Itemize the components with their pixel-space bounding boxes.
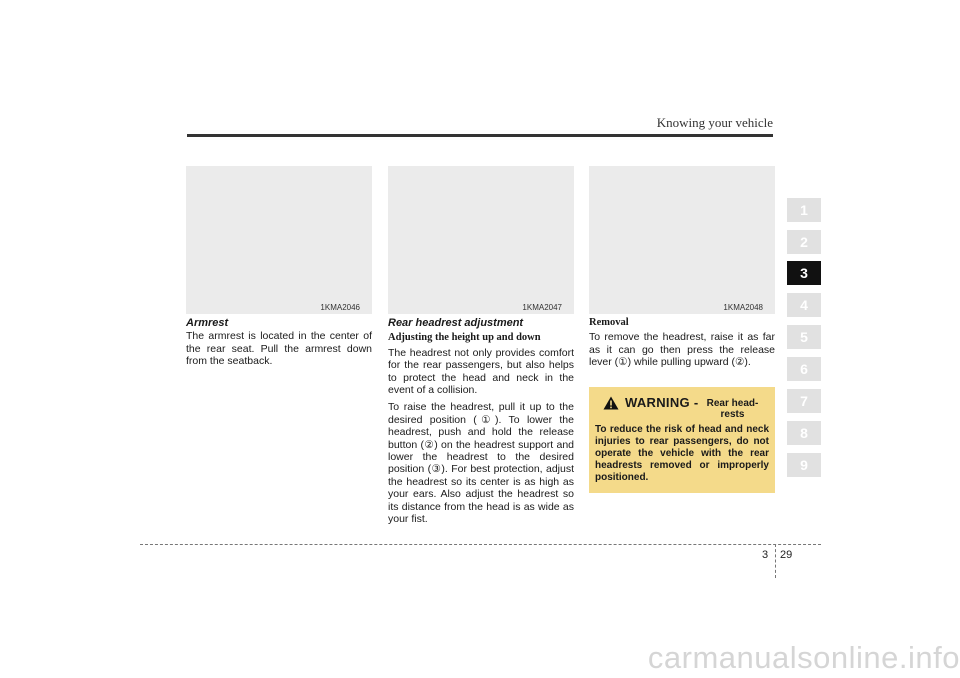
chapter-tab-6[interactable]: 6 bbox=[787, 357, 821, 381]
figure-code: 1KMA2046 bbox=[320, 303, 360, 312]
chapter-tab-9[interactable]: 9 bbox=[787, 453, 821, 477]
paragraph: To raise the headrest, pull it up to the desired position (①). To lower the headrest, push and hold the release button (②) on the headrest support and lower the headrest to the desired position (③). For best protection, adjust the headrest so its center is as high as your ears. Also adjust the headrest so its distance from the head is as wide as your fist. bbox=[388, 401, 574, 526]
header-title: Knowing your vehicle bbox=[656, 115, 773, 130]
warning-label: WARNING - bbox=[625, 395, 699, 410]
chapter-tab-4[interactable]: 4 bbox=[787, 293, 821, 317]
warning-topic: Rear head-rests bbox=[706, 398, 759, 420]
chapter-tab-3[interactable]: 3 bbox=[787, 261, 821, 285]
chapter-tab-5[interactable]: 5 bbox=[787, 325, 821, 349]
chapter-tab-2[interactable]: 2 bbox=[787, 230, 821, 254]
figure-armrest bbox=[186, 166, 372, 314]
column-headrest-adjustment bbox=[388, 317, 574, 531]
paragraph: To remove the headrest, raise it as far as it can go then press the release lever (①) while pulling upward (②). bbox=[589, 331, 775, 369]
chapter-tab-1[interactable]: 1 bbox=[787, 198, 821, 222]
footer-rule bbox=[140, 544, 821, 545]
warning-triangle-icon bbox=[603, 396, 619, 410]
section-heading-headrest: Rear headrest adjustment bbox=[388, 317, 524, 329]
warning-body: To reduce the risk of head and neck injuries to rear passengers, do not operate the vehicle with the rear headrests removed or improperly positioned. bbox=[595, 424, 769, 483]
subheading-removal: Removal bbox=[589, 317, 629, 328]
figure-headrest-adjust bbox=[388, 166, 574, 314]
chapter-tab-8[interactable]: 8 bbox=[787, 421, 821, 445]
footer-page-number: 29 bbox=[780, 549, 793, 561]
figure-code: 1KMA2048 bbox=[723, 303, 763, 312]
paragraph: The armrest is located in the center of the rear seat. Pull the armrest down from the seatback. bbox=[186, 330, 372, 368]
header-rule bbox=[187, 134, 773, 137]
paragraph: The headrest not only provides comfort for the rear passengers, but also helps to protect the head and neck in the event of a collision. bbox=[388, 346, 574, 397]
column-removal bbox=[589, 317, 775, 374]
subheading-height: Adjusting the height up and down bbox=[388, 332, 541, 344]
section-heading-armrest: Armrest bbox=[186, 317, 229, 329]
column-armrest bbox=[186, 317, 372, 373]
figure-code: 1KMA2047 bbox=[522, 303, 562, 312]
figure-headrest-removal bbox=[589, 166, 775, 314]
warning-box bbox=[589, 387, 775, 493]
chapter-tab-7[interactable]: 7 bbox=[787, 389, 821, 413]
warning-header bbox=[595, 395, 769, 420]
footer-divider bbox=[775, 544, 776, 578]
footer-chapter-number: 3 bbox=[762, 549, 769, 561]
watermark: carmanualsonline.info bbox=[647, 640, 960, 675]
